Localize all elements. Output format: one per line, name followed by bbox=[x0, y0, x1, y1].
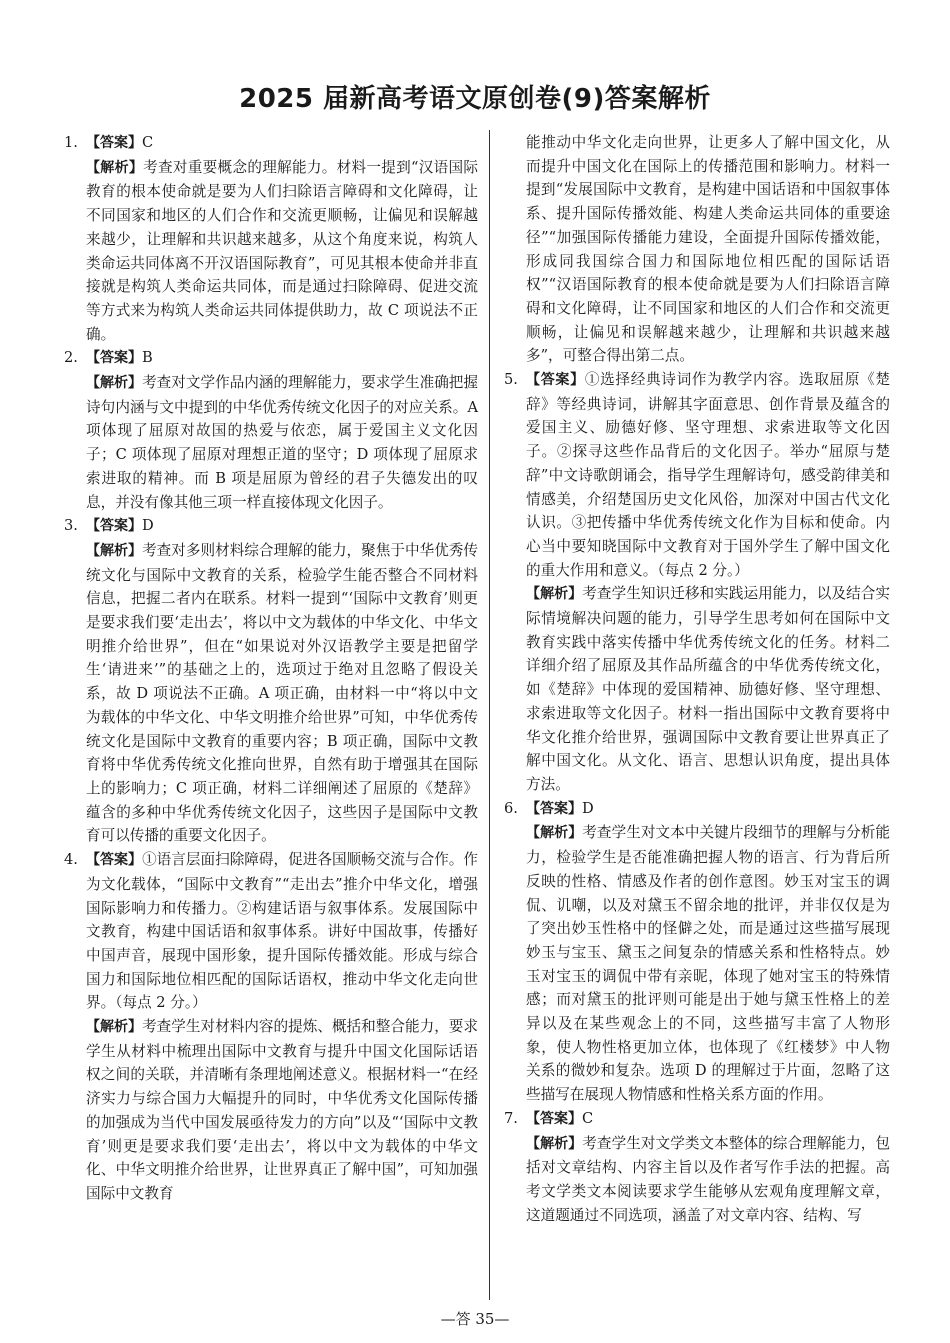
analysis-paragraph bbox=[526, 821, 890, 1106]
analysis-text: 考查对文学作品内涵的理解能力，要求学生准确把握诗句内涵与文中提到的中华优秀传统文化因子的对应关系。A 项体现了屈原对故国的热爱与依恋，属于爱国主义文化因子；C 项体现了屈原对理想正道的坚守；D 项体现了屈原求索进取的精神。而 B 项是屈原为曾经的君子失德发出的叹息，并没有像其他三项一样直接体现文化因子。 bbox=[86, 374, 478, 511]
answer-label: 【答案】 bbox=[526, 800, 582, 817]
question-1 bbox=[64, 131, 478, 346]
analysis-label: 【解析】 bbox=[86, 375, 143, 392]
answer-label: 【答案】 bbox=[86, 135, 142, 151]
analysis-text: 考查学生对材料内容的提炼、概括和整合能力，要求学生从材料中梳理出国际中文教育与提升中国文化国际话语权之间的关联，并清晰有条理地阐述意义。根据材料一“在经济实力与综合国力大幅提升的同时，中华优秀文化国际传播的加强成为当代中国发展亟待发力的方向”以及“‘国际中文教育’则更是要求我们要‘走出去’，将以中文为载体的中华文化、中华文明推介给世界，让世界真正了解中国”，可知加强国际中文教育 bbox=[86, 1018, 478, 1202]
analysis-paragraph bbox=[86, 371, 478, 514]
analysis-paragraph bbox=[526, 582, 890, 796]
answer-label: 【答案】 bbox=[86, 350, 142, 367]
question-4 bbox=[64, 848, 478, 1206]
answer-label: 【答案】 bbox=[526, 372, 585, 389]
analysis-paragraph bbox=[526, 1132, 890, 1228]
answer-value: C bbox=[142, 134, 154, 151]
answer-line bbox=[526, 797, 890, 822]
right-column bbox=[504, 131, 890, 1227]
answer-label: 【答案】 bbox=[86, 852, 143, 869]
question-number: 2. bbox=[64, 349, 78, 367]
analysis-label: 【解析】 bbox=[86, 542, 143, 559]
answer-line bbox=[86, 131, 478, 156]
question-number: 5. bbox=[504, 371, 518, 389]
answer-text: ①语言层面扫除障碍，促进各国顺畅交流与合作。作为文化载体，“国际中文教育”“走出去”推介中华文化，增强国际影响力和传播力。②构建话语与叙事体系。发展国际中文教育，构建中国话语和叙事体系。讲好中国故事，传播好中国声音，展现中国形象，提升国际传播效能。形成与综合国力和国际地位相匹配的国际话语权，推动中华文化走向世界。（每点 2 分。） bbox=[86, 851, 478, 1012]
question-4-continued bbox=[504, 131, 890, 368]
question-number: 4. bbox=[64, 851, 78, 869]
answer-value: C bbox=[582, 1109, 594, 1127]
column-divider bbox=[489, 130, 490, 1300]
analysis-paragraph bbox=[86, 1015, 478, 1206]
analysis-text: 考查学生对文学类文本整体的综合理解能力，包括对文章结构、内容主旨以及作者写作手法的把握。高考文学类文本阅读要求学生能够从宏观角度理解文章，这道题通过不同选项，涵盖了对文章内容、结构、写 bbox=[526, 1134, 890, 1224]
answer-line bbox=[86, 346, 478, 371]
analysis-label: 【解析】 bbox=[526, 825, 583, 842]
question-number: 3. bbox=[64, 517, 78, 535]
answer-paragraph bbox=[526, 368, 890, 582]
question-6 bbox=[504, 797, 890, 1107]
question-number: 7. bbox=[504, 1109, 518, 1127]
answer-text: ①选择经典诗词作为教学内容。选取屈原《楚辞》等经典诗词，讲解其字面意思、创作背景及蕴含的爱国主义、励德好修、坚守理想、求索进取等文化因子。②探寻这些作品背后的文化因子。举办“屈原与楚辞”中文诗歌朗诵会，指导学生理解诗句，感受韵律美和情感美，介绍楚国历史文化风俗，加深对中国古代文化认识。③把传播中华优秀传统文化作为目标和使命。内心当中要知晓国际中文教育对于国外学生了解中国文化的重大作用和意义。（每点 2 分。） bbox=[526, 371, 890, 579]
analysis-paragraph bbox=[86, 156, 478, 347]
analysis-label: 【解析】 bbox=[86, 1019, 143, 1036]
analysis-paragraph bbox=[86, 539, 478, 848]
answer-label: 【答案】 bbox=[86, 518, 142, 535]
analysis-text: 考查学生对文本中关键片段细节的理解与分析能力，检验学生是否能准确把握人物的语言、行为背后所反映的性格、情感及作者的创作意图。妙玉对宝玉的调侃、讥嘲，以及对黛玉不留余地的批评，并非仅仅是为了突出妙玉性格中的怪僻之处，而是通过这些描写展现妙玉与宝玉、黛玉之间复杂的情感关系和性格特点。妙玉对宝玉的调侃中带有亲昵，体现了她对宝玉的特殊情感；而对黛玉的批评则可能是出于她与黛玉性格上的差异以及在某些观念上的不同，这些描写丰富了人物形象，使人物性格更加立体，也体现了《红楼梦》中人物关系的微妙和复杂。选项 D 的理解过于片面，忽略了这些描写在展现人物情感和性格关系方面的作用。 bbox=[526, 824, 890, 1104]
answer-value: D bbox=[582, 799, 594, 817]
answer-value: D bbox=[142, 517, 154, 535]
analysis-text: 考查对重要概念的理解能力。材料一提到“汉语国际教育的根本使命就是要为人们扫除语言障碍和文化障碍，让不同国家和地区的人们合作和交流更顺畅，让偏见和误解越来越少，让理解和共识越来越多，从这个角度来说，构筑人类命运共同体离不开汉语国际教育”，可见其根本使命并非直接就是构筑人类命运共同体，而是通过扫除障碍、促进交流等方式来为构筑人类命运共同体提供助力，故 C 项说法不正确。 bbox=[86, 158, 479, 343]
question-number: 1. bbox=[64, 134, 78, 151]
analysis-label: 【解析】 bbox=[526, 1135, 583, 1152]
analysis-text: 考查学生知识迁移和实践运用能力，以及结合实际情境解决问题的能力，引导学生思考如何在国际中文教育实践中落实传播中华优秀传统文化的任务。材料二详细介绍了屈原及其作品所蕴含的中华优秀传统文化，如《楚辞》中体现的爱国精神、励德好修、坚守理想、求索进取等文化因子。材料一指出国际中文教育要将中华文化推介给世界，强调国际中文教育要让世界真正了解中国文化。从文化、语言、思想认识角度，提出具体方法。 bbox=[526, 585, 890, 793]
page-number: —答 35— bbox=[440, 1310, 510, 1328]
left-column bbox=[64, 131, 478, 1206]
question-3 bbox=[64, 514, 478, 848]
analysis-label: 【解析】 bbox=[86, 159, 144, 176]
answer-paragraph bbox=[86, 848, 478, 1015]
analysis-continuation: 能推动中华文化走向世界，让更多人了解中国文化，从而提升中国文化在国际上的传播范围和影响力。材料一提到“发展国际中文教育，是构建中国话语和中国叙事体系、提升国际传播效能、构建人类命运共同体的重要途径”“加强国际传播能力建设，全面提升国际传播效能，形成同我国综合国力和国际地位相匹配的国际话语权”“汉语国际教育的根本使命就是要为人们扫除语言障碍和文化障碍，让不同国家和地区的人们合作和交流更顺畅，让偏见和误解越来越少，让理解和共识越来越多”，可整合得出第二点。 bbox=[526, 134, 890, 365]
page-title: 2025 届新高考语文原创卷(9)答案解析 bbox=[239, 84, 711, 114]
answer-line bbox=[526, 1107, 890, 1132]
question-7 bbox=[504, 1107, 890, 1228]
question-2 bbox=[64, 346, 478, 514]
analysis-label: 【解析】 bbox=[526, 586, 583, 603]
analysis-text: 考查对多则材料综合理解的能力，聚焦于中华优秀传统文化与国际中文教育的关系，检验学生能否整合不同材料信息，把握二者内在联系。材料一提到“‘国际中文教育’则更是要求我们要‘走出去’，将以中文为载体的中华文化、中华文明推介给世界”，但在“如果说对外汉语教学主要是把留学生‘请进来’”的基础之上的，选项过于绝对且忽略了假设关系，故 D 项说法不正确。A 项正确，由材料一中“将以中文为载体的中华文化、中华文明推介给世界”可知，中华优秀传统文化是国际中文教育的重要内容；B 项正确，国际中文教育将中华优秀传统文化推向世界，自然有助于增强其在国际上的影响力；C 项正确，材料二详细阐述了屈原的《楚辞》蕴含的多种中华优秀传统文化因子，这些因子是国际中文教育可以传播的重要文化因子。 bbox=[86, 541, 478, 845]
question-number: 6. bbox=[504, 799, 518, 817]
answer-label: 【答案】 bbox=[526, 1110, 582, 1127]
answer-value: B bbox=[142, 349, 153, 367]
question-5 bbox=[504, 368, 890, 797]
answer-line bbox=[86, 514, 478, 539]
